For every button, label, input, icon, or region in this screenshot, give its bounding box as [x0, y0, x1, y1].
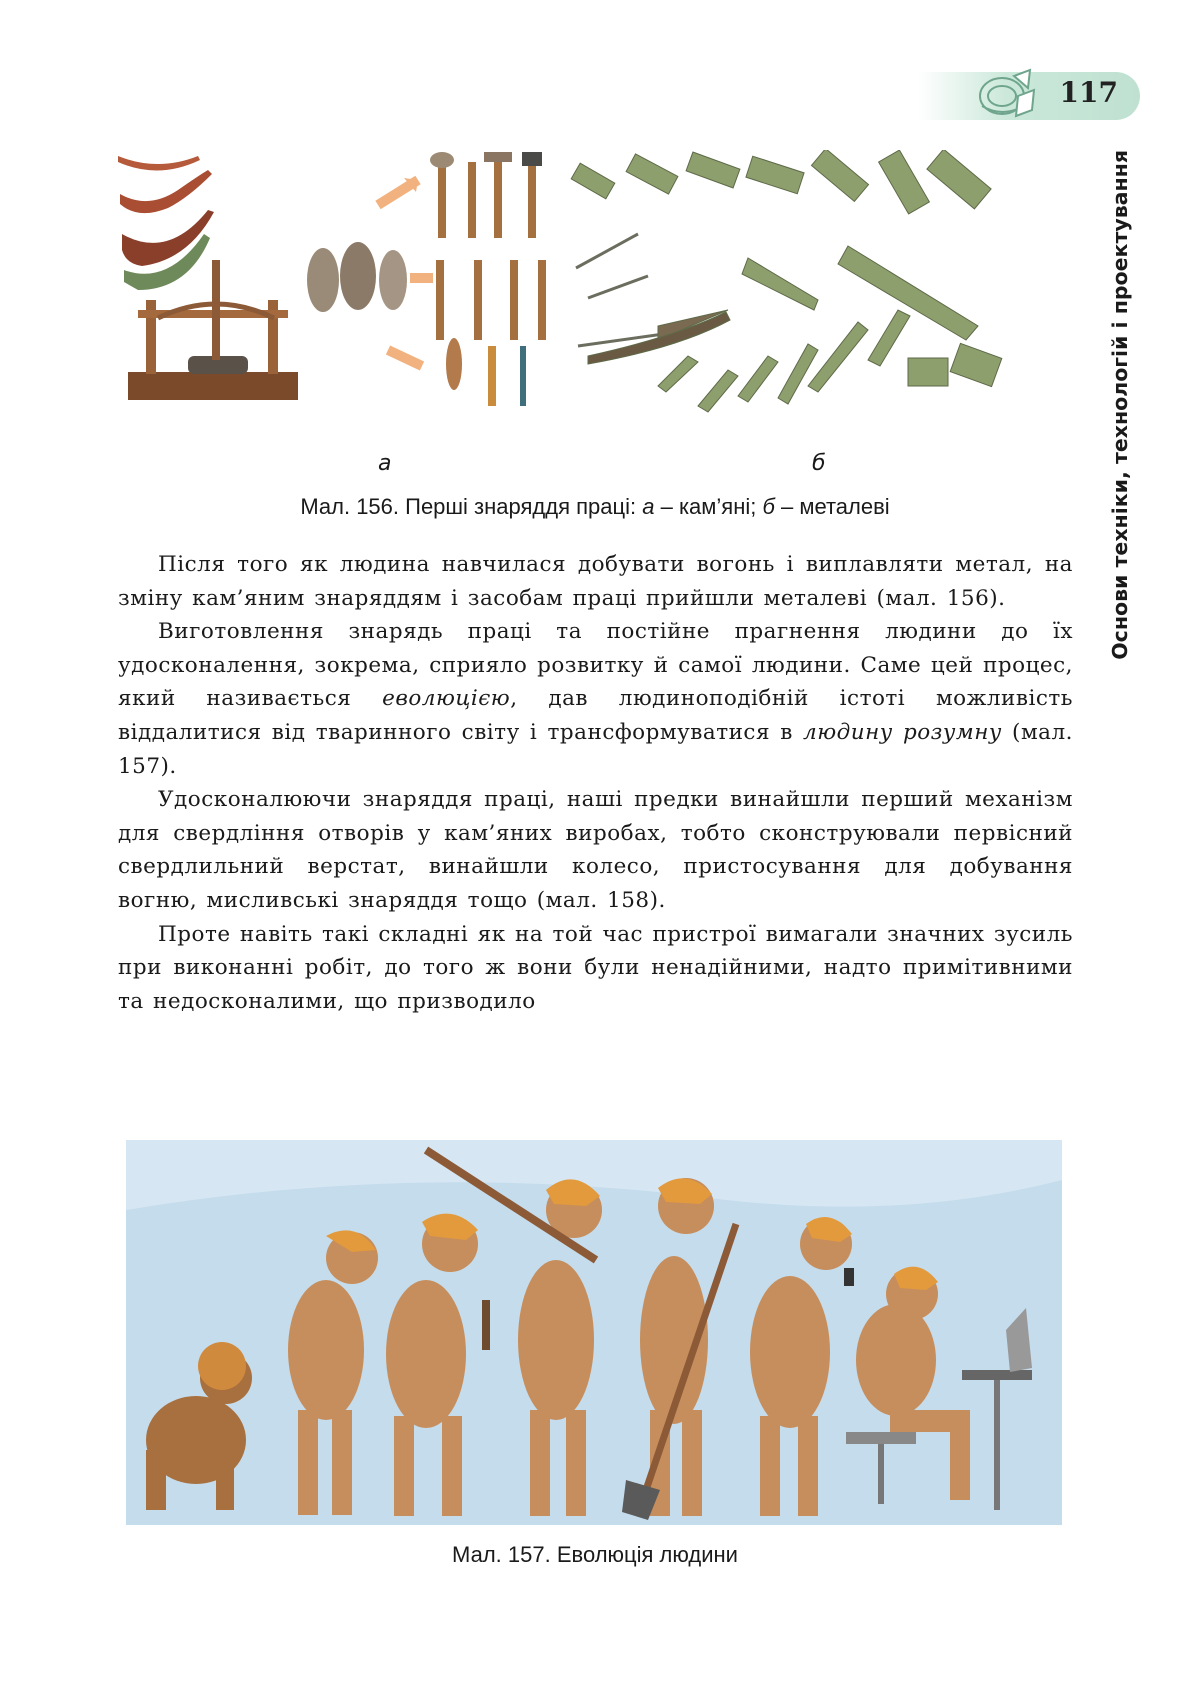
caption-suffix: – металеві	[774, 494, 890, 519]
figure-156-label-b: б	[812, 451, 826, 476]
paragraph-2-part-b: , дав людиноподібній істоті можливість віддалитися від тваринного світу і трансформуватися в	[118, 686, 1074, 745]
globe-book-icon	[974, 66, 1036, 122]
term-evolution: еволюцією	[382, 686, 511, 712]
term-homo-sapiens: людину розумну	[803, 719, 1002, 745]
paragraph-2	[118, 615, 1073, 783]
hafted-tools-illustration	[430, 152, 546, 406]
caption-prefix: Мал. 156. Перші знаряддя праці:	[300, 494, 643, 519]
side-section-title	[1100, 150, 1140, 690]
paragraph-2-part-a: Виготовлення знарядь праці та постійне прагнення людини до їх удосконалення, зокрема, сприяло розвитку й самої людини. Саме цей процес, який називається	[118, 619, 1073, 712]
metal-tools-illustration	[571, 150, 1002, 412]
page-number: 117	[1059, 76, 1118, 109]
paragraph-4: Проте навіть такі складні як на той час пристрої вимагали значних зусиль при виконанні робіт, до того ж вони були ненадійними, надто примітивними та недосконалими, що призводило	[118, 921, 1073, 1014]
sickles-illustration	[118, 156, 214, 290]
figure-156-tools-illustration	[118, 150, 1078, 440]
paragraph-2-part-c: (мал. 157).	[118, 719, 1073, 779]
stone-tools-illustration	[307, 178, 433, 366]
caption-b: б	[762, 494, 775, 519]
figure-157-evolution-illustration	[126, 1140, 1062, 1525]
body-text	[118, 548, 1073, 1018]
paragraph-1: Після того як людина навчилася добувати вогонь і виплавляти метал, на зміну кам’яним знаряддям і засобам праці прийшли металеві (мал. 156).	[118, 552, 1073, 611]
caption-a: а	[642, 494, 655, 519]
caption-mid: – кам’яні;	[654, 494, 763, 519]
side-title-text: Основи техніки, технологій і проектування	[1108, 150, 1132, 660]
figure-156-label-a: а	[378, 451, 392, 476]
paragraph-3: Удосконалюючи знаряддя праці, наші предки винайшли перший механізм для свердління отворів у кам’яних виробах, тобто сконструювали первісний свердлильний верстат, винайшли колесо, пристосування для добування вогню, мисливські знаряддя тощо (мал. 158).	[118, 787, 1073, 913]
figure-156-caption	[0, 494, 1190, 520]
figure-157-caption: Мал. 157. Еволюція людини	[452, 1542, 738, 1567]
page-number-tab	[918, 72, 1140, 120]
